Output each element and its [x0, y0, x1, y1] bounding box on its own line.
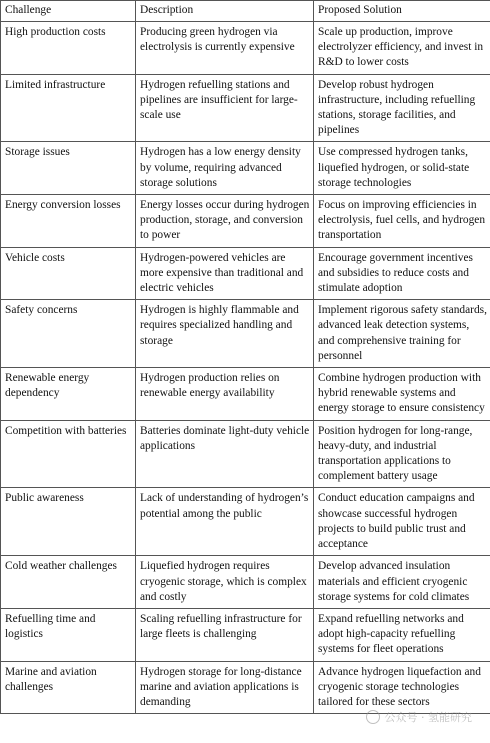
cell-solution: Conduct education campaigns and showcase successful hydrogen projects to build public trust and acceptance: [314, 488, 490, 556]
cell-solution: Focus on improving efficiencies in electrolysis, fuel cells, and hydrogen transportation: [314, 195, 490, 248]
cell-solution: Use compressed hydrogen tanks, liquefied hydrogen, or solid-state storage technologies: [314, 142, 490, 195]
cell-solution: Position hydrogen for long-range, heavy-duty, and industrial transportation applications to complement battery usage: [314, 420, 490, 488]
table-header-row: [1, 1, 490, 22]
cell-challenge: Marine and aviation challenges: [1, 661, 136, 714]
table-row: [1, 556, 490, 609]
cell-challenge: Renewable energy dependency: [1, 368, 136, 421]
cell-description: Hydrogen is highly flammable and requires specialized handling and storage: [136, 300, 314, 368]
cell-solution: Develop advanced insulation materials and efficient cryogenic storage systems for cold climates: [314, 556, 490, 609]
cell-challenge: Safety concerns: [1, 300, 136, 368]
table-row: [1, 22, 490, 75]
table-row: [1, 420, 490, 488]
cell-challenge: High production costs: [1, 22, 136, 75]
cell-description: Lack of understanding of hydrogen’s potential among the public: [136, 488, 314, 556]
table-row: [1, 661, 490, 714]
cell-description: Hydrogen-powered vehicles are more expensive than traditional and electric vehicles: [136, 247, 314, 300]
cell-challenge: Storage issues: [1, 142, 136, 195]
cell-solution: Develop robust hydrogen infrastructure, including refuelling stations, storage facilities, and pipelines: [314, 74, 490, 142]
cell-description: Batteries dominate light-duty vehicle applications: [136, 420, 314, 488]
cell-solution: Advance hydrogen liquefaction and cryogenic storage technologies tailored for these sectors: [314, 661, 490, 714]
cell-challenge: Limited infrastructure: [1, 74, 136, 142]
cell-solution: Scale up production, improve electrolyzer efficiency, and invest in R&D to lower costs: [314, 22, 490, 75]
watermark-text: 公众号 · 氢能研究: [384, 711, 472, 724]
cell-challenge: Public awareness: [1, 488, 136, 556]
cell-solution: Expand refuelling networks and adopt high-capacity refuelling systems for fleet operations: [314, 608, 490, 661]
cell-solution: Combine hydrogen production with hybrid renewable systems and energy storage to ensure consistency: [314, 368, 490, 421]
cell-description: Hydrogen refuelling stations and pipelines are insufficient for large-scale use: [136, 74, 314, 142]
header-proposed-solution: Proposed Solution: [314, 1, 490, 22]
table-row: [1, 74, 490, 142]
table-row: [1, 368, 490, 421]
cell-challenge: Vehicle costs: [1, 247, 136, 300]
table-row: [1, 247, 490, 300]
cell-description: Energy losses occur during hydrogen production, storage, and conversion to power: [136, 195, 314, 248]
cell-challenge: Energy conversion losses: [1, 195, 136, 248]
cell-description: Producing green hydrogen via electrolysis is currently expensive: [136, 22, 314, 75]
cell-description: Hydrogen has a low energy density by volume, requiring advanced storage solutions: [136, 142, 314, 195]
table-row: [1, 300, 490, 368]
cell-solution: Implement rigorous safety standards, advanced leak detection systems, and comprehensive training for personnel: [314, 300, 490, 368]
cell-solution: Encourage government incentives and subsidies to reduce costs and stimulate adoption: [314, 247, 490, 300]
table-row: [1, 608, 490, 661]
header-description: Description: [136, 1, 314, 22]
table-row: [1, 195, 490, 248]
table-row: [1, 488, 490, 556]
cell-challenge: Refuelling time and logistics: [1, 608, 136, 661]
cell-challenge: Competition with batteries: [1, 420, 136, 488]
cell-description: Scaling refuelling infrastructure for large fleets is challenging: [136, 608, 314, 661]
cell-description: Hydrogen production relies on renewable energy availability: [136, 368, 314, 421]
cell-description: Liquefied hydrogen requires cryogenic storage, which is complex and costly: [136, 556, 314, 609]
cell-challenge: Cold weather challenges: [1, 556, 136, 609]
cell-description: Hydrogen storage for long-distance marine and aviation applications is demanding: [136, 661, 314, 714]
table-row: [1, 142, 490, 195]
header-challenge: Challenge: [1, 1, 136, 22]
